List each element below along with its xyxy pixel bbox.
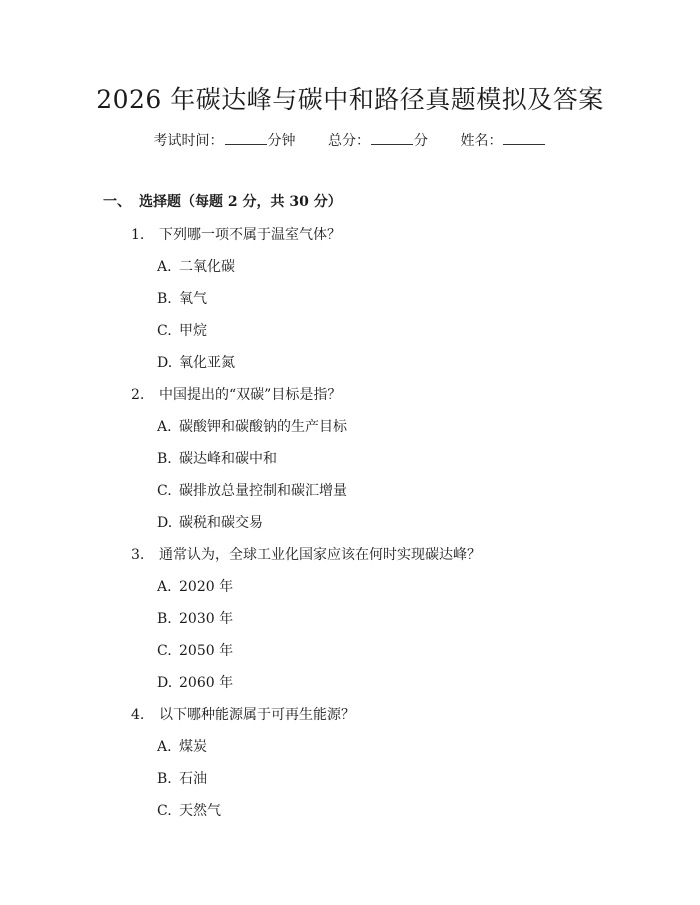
section-title: 选择题（每题 2 分，共 30 分）	[139, 194, 342, 210]
option-text: 氧气	[179, 291, 207, 307]
option-letter: A.	[157, 579, 172, 595]
option-text: 碳税和碳交易	[179, 515, 263, 531]
question-number: 2.	[131, 387, 145, 403]
option-text: 氧化亚氮	[179, 355, 235, 371]
option-text: 碳酸钾和碳酸钠的生产目标	[179, 419, 347, 435]
section-heading	[103, 191, 342, 211]
time-unit: 分钟	[267, 133, 296, 149]
option-1a	[157, 256, 235, 276]
option-letter: B.	[157, 771, 172, 787]
question-2	[131, 384, 341, 404]
option-text: 碳排放总量控制和碳汇增量	[179, 483, 347, 499]
option-letter: A.	[157, 419, 172, 435]
option-text: 2050 年	[179, 643, 234, 659]
option-letter: A.	[157, 259, 172, 275]
option-letter: C.	[157, 483, 172, 499]
option-2b	[157, 448, 277, 468]
name-label: 姓名：	[460, 133, 503, 149]
question-number: 4.	[131, 707, 145, 723]
question-text: 中国提出的“双碳”目标是指？	[159, 387, 342, 403]
option-letter: D.	[157, 675, 173, 691]
question-number: 1.	[131, 227, 145, 243]
option-3a	[157, 576, 233, 596]
time-label: 考试时间：	[153, 133, 224, 149]
option-text: 2030 年	[179, 611, 234, 627]
option-text: 甲烷	[179, 323, 207, 339]
name-blank	[503, 132, 545, 145]
option-text: 2060 年	[179, 675, 234, 691]
score-unit: 分	[414, 133, 428, 149]
option-text: 天然气	[179, 803, 221, 819]
option-text: 煤炭	[179, 739, 207, 755]
question-number: 3.	[131, 547, 145, 563]
option-3b	[157, 608, 233, 628]
option-letter: B.	[157, 291, 172, 307]
question-4	[131, 704, 355, 724]
option-letter: D.	[157, 355, 173, 371]
option-letter: D.	[157, 515, 173, 531]
option-2c	[157, 480, 347, 500]
option-text: 2020 年	[179, 579, 234, 595]
option-4b	[157, 768, 207, 788]
option-letter: C.	[157, 323, 172, 339]
option-3c	[157, 640, 233, 660]
page-title: 2026 年碳达峰与碳中和路径真题模拟及答案	[96, 85, 604, 114]
option-letter: C.	[157, 803, 172, 819]
option-4a	[157, 736, 207, 756]
question-text: 以下哪种能源属于可再生能源？	[159, 707, 355, 723]
question-1	[131, 224, 341, 244]
option-letter: A.	[157, 739, 172, 755]
option-4c	[157, 800, 221, 820]
exam-score	[328, 130, 428, 150]
question-text: 下列哪一项不属于温室气体？	[159, 227, 341, 243]
option-text: 石油	[179, 771, 207, 787]
question-text: 通常认为，全球工业化国家应该在何时实现碳达峰？	[159, 547, 481, 563]
option-letter: B.	[157, 611, 172, 627]
option-2a	[157, 416, 347, 436]
time-blank	[225, 132, 267, 145]
exam-name	[460, 130, 546, 150]
section-number: 一、	[103, 194, 131, 210]
option-text: 碳达峰和碳中和	[179, 451, 277, 467]
option-letter: B.	[157, 451, 172, 467]
exam-info	[0, 130, 700, 150]
question-3	[131, 544, 481, 564]
option-2d	[157, 512, 263, 532]
option-1c	[157, 320, 207, 340]
option-letter: C.	[157, 643, 172, 659]
option-1d	[157, 352, 235, 372]
option-1b	[157, 288, 207, 308]
exam-time	[154, 130, 296, 150]
score-label: 总分：	[328, 133, 370, 149]
option-3d	[157, 672, 233, 692]
option-text: 二氧化碳	[179, 259, 235, 275]
score-blank	[371, 132, 413, 145]
